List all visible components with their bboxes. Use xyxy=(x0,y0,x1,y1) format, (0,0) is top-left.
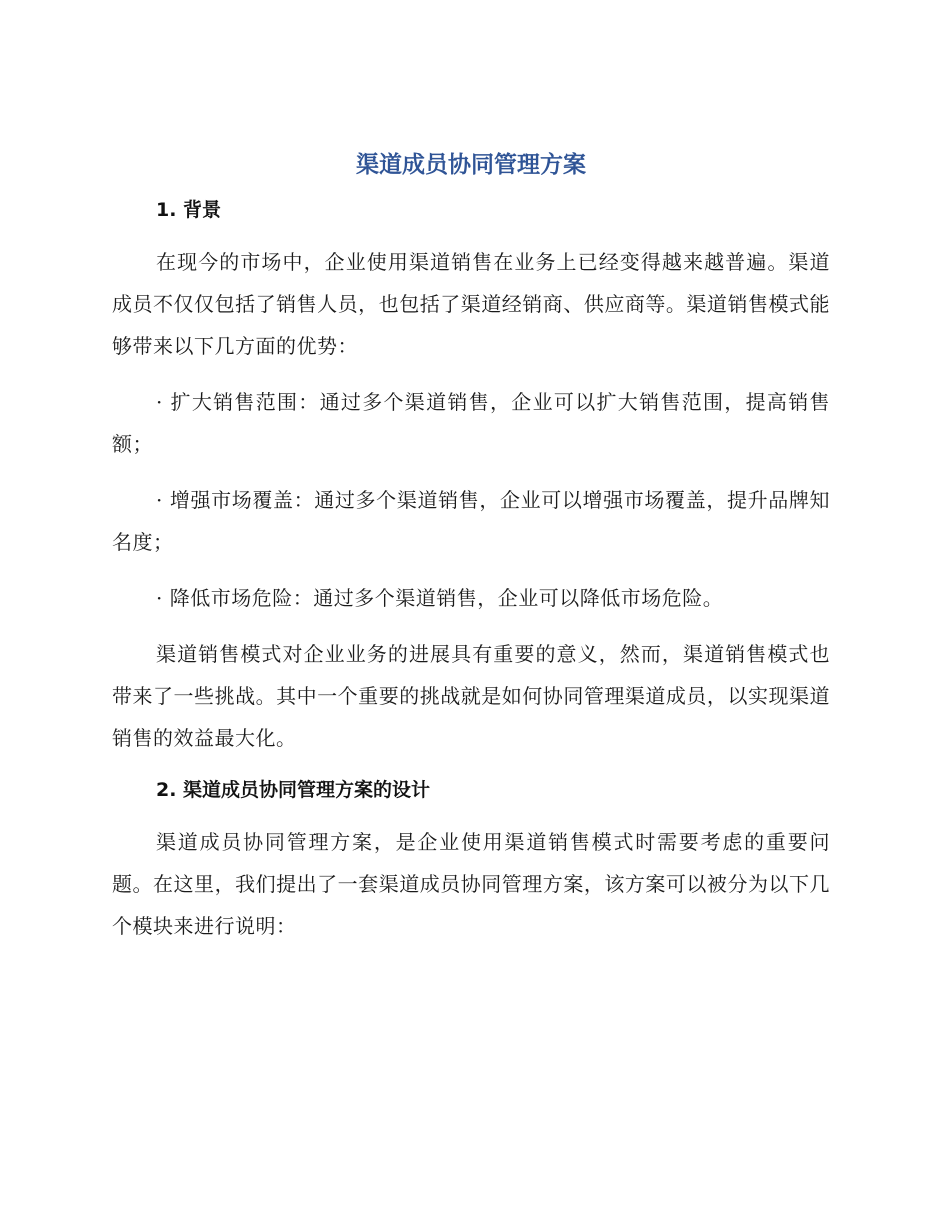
document-page xyxy=(112,148,830,947)
section-heading-background: 1. 背景 xyxy=(156,199,222,221)
design-intro-paragraph: 渠道成员协同管理方案，是企业使用渠道销售模式时需要考虑的重要问题。在这里，我们提出了一套渠道成员协同管理方案，该方案可以被分为以下几个模块来进行说明： xyxy=(112,830,830,938)
advantage-bullet-expand-range: · 扩大销售范围：通过多个渠道销售，企业可以扩大销售范围，提高销售额； xyxy=(112,390,830,456)
challenge-paragraph: 渠道销售模式对企业业务的进展具有重要的意义，然而，渠道销售模式也带来了一些挑战。其中一个重要的挑战就是如何协同管理渠道成员，以实现渠道销售的效益最大化。 xyxy=(112,642,830,750)
section-heading-design: 2. 渠道成员协同管理方案的设计 xyxy=(156,779,431,801)
document-title: 渠道成员协同管理方案 xyxy=(356,152,586,178)
background-intro-paragraph: 在现今的市场中，企业使用渠道销售在业务上已经变得越来越普遍。渠道成员不仅仅包括了销售人员，也包括了渠道经销商、供应商等。渠道销售模式能够带来以下几方面的优势： xyxy=(112,250,830,358)
advantage-bullet-market-coverage: · 增强市场覆盖：通过多个渠道销售，企业可以增强市场覆盖，提升品牌知名度； xyxy=(112,488,830,554)
advantage-bullet-reduce-risk: · 降低市场危险：通过多个渠道销售，企业可以降低市场危险。 xyxy=(156,586,724,610)
